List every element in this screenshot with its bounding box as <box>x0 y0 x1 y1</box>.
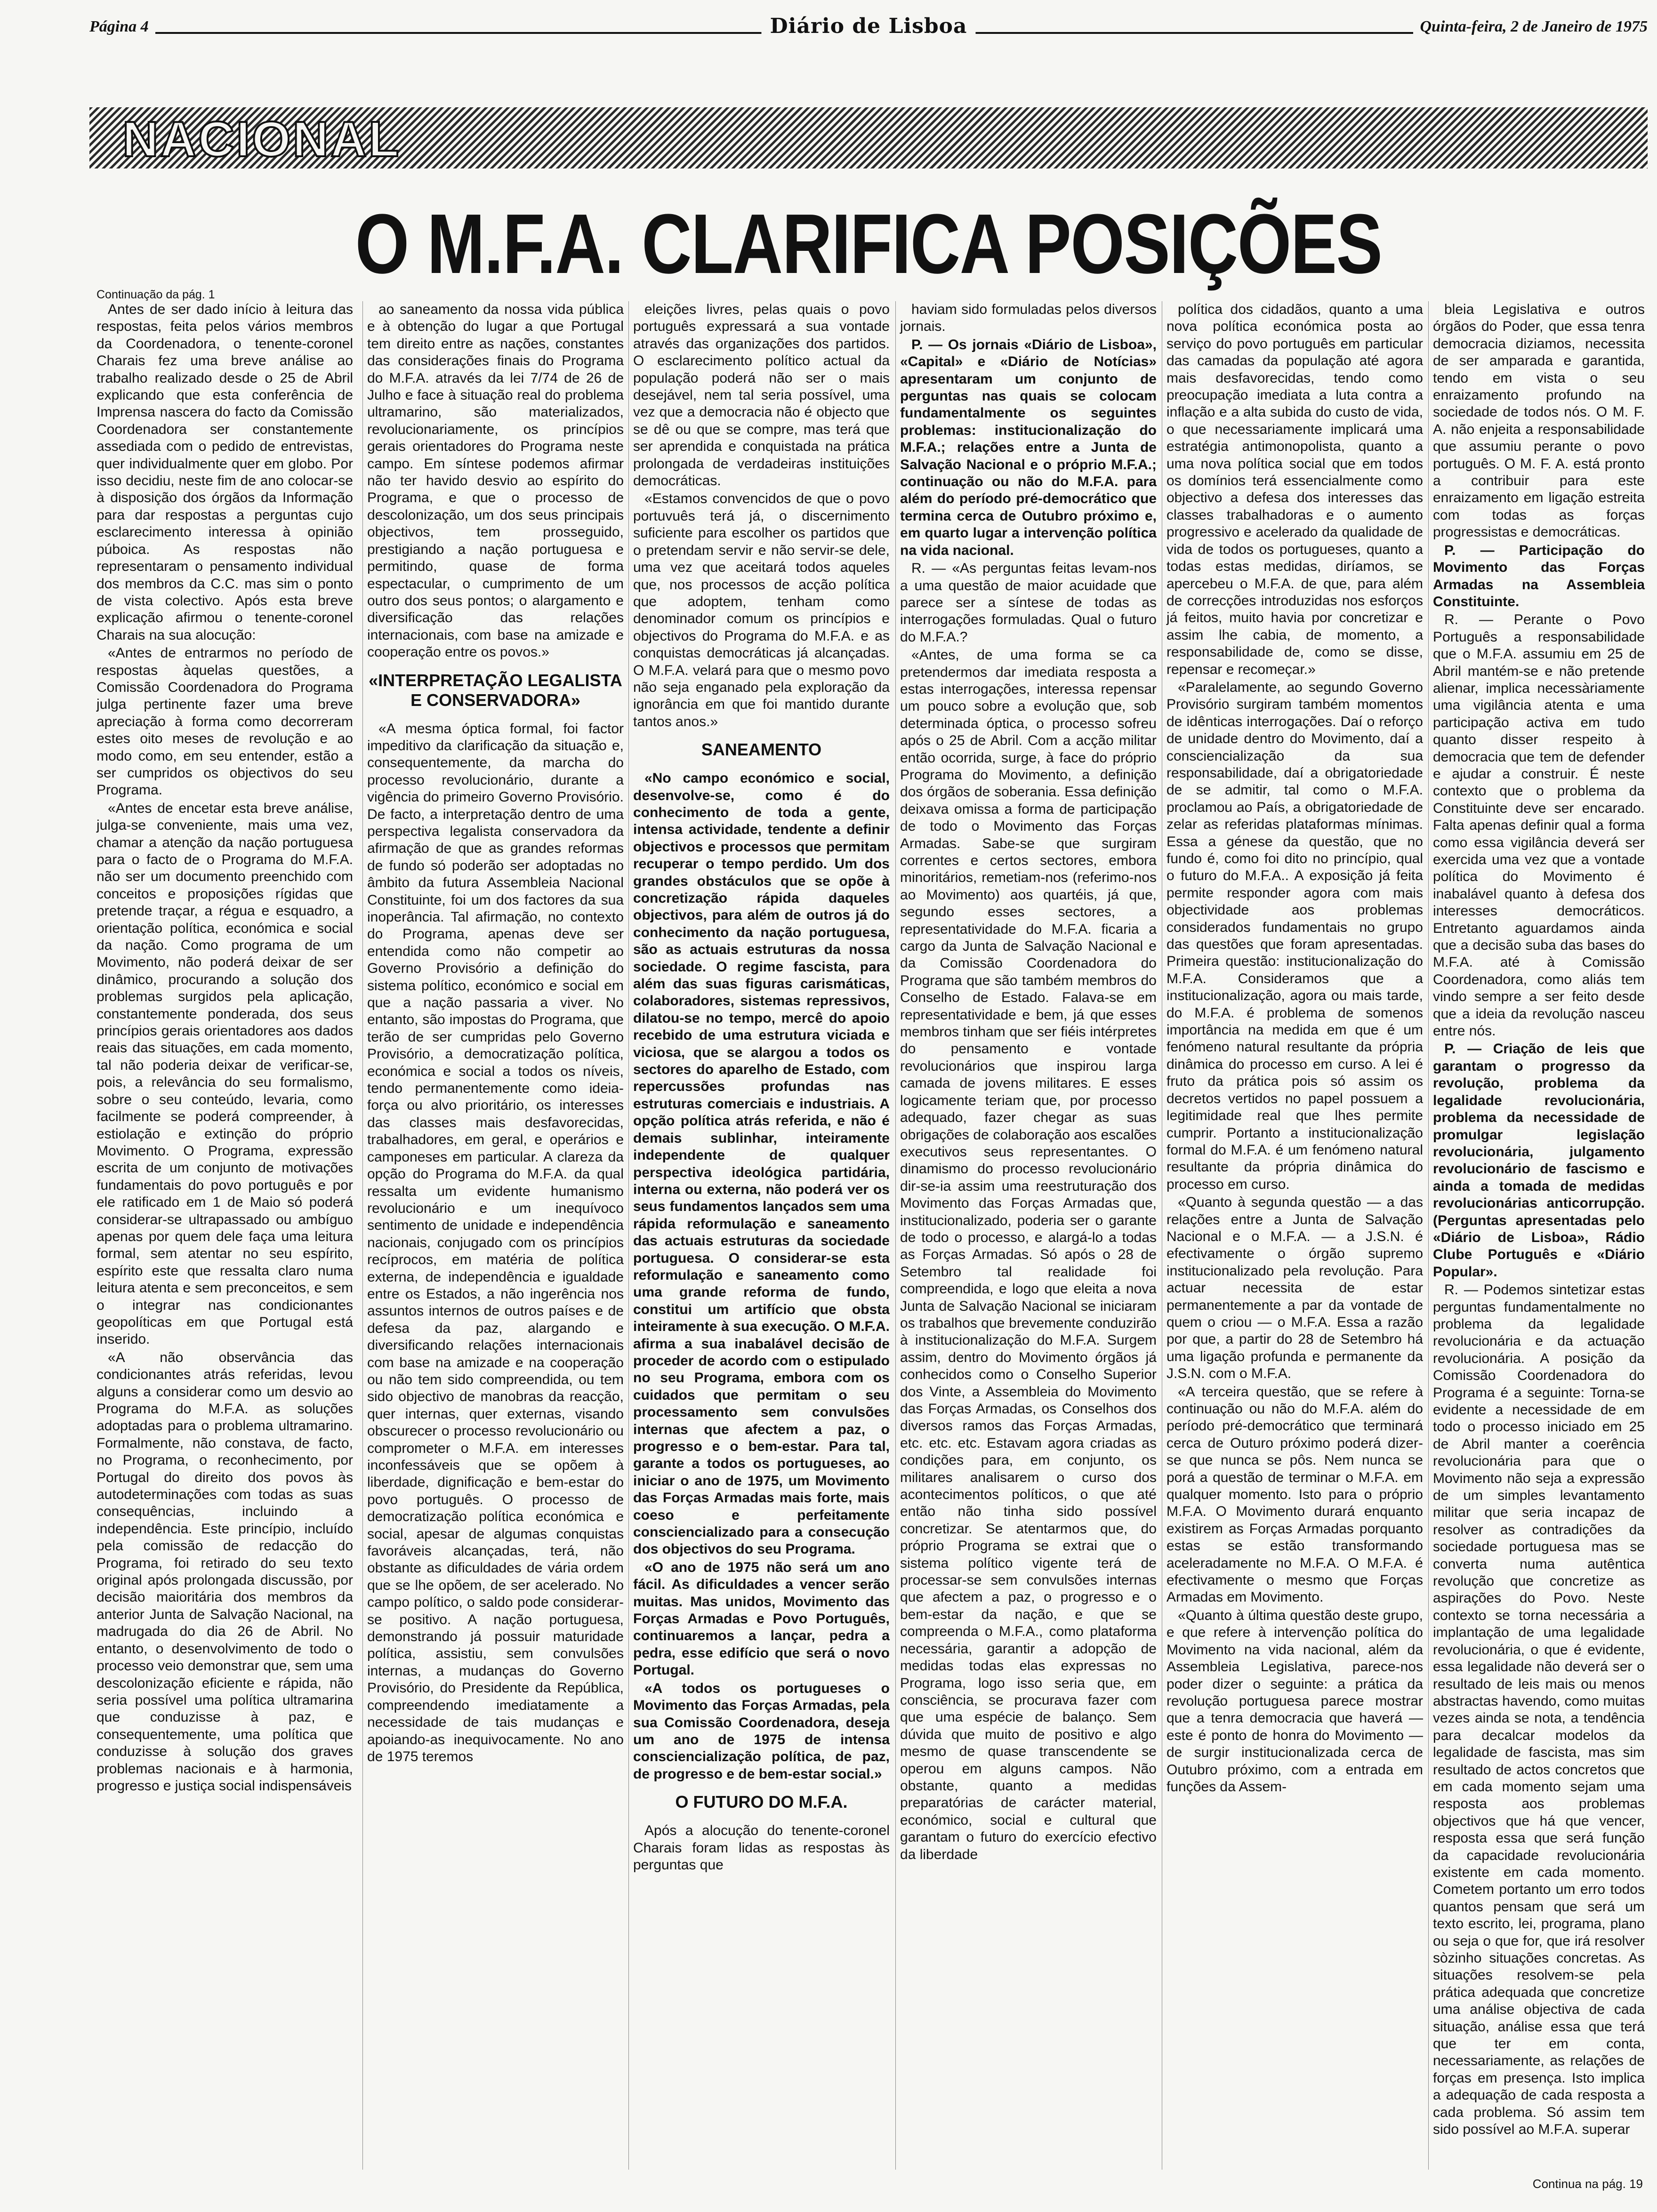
column-1 <box>97 301 353 1795</box>
continued-from: Continuação da pág. 1 <box>97 288 215 301</box>
page-header <box>89 9 1648 54</box>
column-4 <box>900 301 1157 1863</box>
masthead: Diário de Lisboa <box>761 14 975 38</box>
paragraph: Após a alocução do tenente-coronel Charais foram lidas as respostas às perguntas que <box>633 1823 890 1873</box>
column-6 <box>1433 301 1645 2138</box>
paragraph: «A não observância das condicionantes atrás referidas, levou alguns a considerar como um desvio ao Programa do M.F.A. as soluções adoptadas para o problema ultramarino. Formalmente, não constava, de facto, no Programa, o reconhecimento, por Portugal do direito dos povos às autodeterminações com todas as suas consequências, incluindo a independência. Este princípio, incluído pela comissão de redacção do Programa, foi retirado do seu texto original após prolongada discussão, por decisão maioritária dos membros da anterior Junta de Salvação Nacional, na madrugada do dia 26 de Abril. No entanto, o desenvolvimento de todo o processo veio demonstrar que, sem uma descolonização eficiente e rápida, não seria possível uma política ultramarina que conduzisse à paz, e consequentemente, uma política que conduzisse à solução dos graves problemas nacionais e à harmonia, progresso e justiça social indispensáveis <box>97 1349 353 1794</box>
paragraph: «Quanto à segunda questão — a das relações entre a Junta de Salvação Nacional e o M.F.A. — a J.S.N. é efectivamente o órgão supremo institucionalizado pela revolução. Para actuar necessita de estar permanentemente a par da vontade de quem o criou — o M.F.A. Essa a razão por que, a partir do 28 de Setembro há uma ligação profunda e permanente da J.S.N. com o M.F.A. <box>1166 1194 1423 1382</box>
question: P. — Os jornais «Diário de Lisboa», «Capital» e «Diário de Notícias» apresentaram um conjunto de perguntas nas quais se colocam fundamentalmente os seguintes problemas: institucionalização do M.F.A.; relações entre a Junta de Salvação Nacional e o próprio M.F.A.; continuação ou não do M.F.A. para além do período pré-democrático que termina cerca de Outubro próximo e, em quarto lugar a intervenção política na vida nacional. <box>900 337 1157 558</box>
subheading: SANEAMENTO <box>701 740 822 760</box>
paragraph: bleia Legislativa e outros órgãos do Poder, que essa tenra democracia diziamos, necessita de ser amparada e garantida, tendo em vista o seu enraizamento profundo na sociedade de todos nós. O M. F. A. não enjeita a responsabilidade que assumiu perante o povo português. O M. F. A. está pronto a contribuir para este enraizamento em ligação estreita com todas as forças progressistas e democráticas. <box>1433 302 1645 540</box>
paragraph: «Antes, de uma forma se ca pretendermos dar imediata resposta a estas interrogações, interessa repensar um pouco sobre a evolução que, sob determinada óptica, o processo sofreu após o 25 de Abril. Com a acção militar então ocorrida, surge, à face do próprio Programa do Movimento, a definição dos órgãos de soberania. Essa definição deixava omissa a forma de participação de todo o Movimento das Forças Armadas. Sabe-se que surgiram correntes e certos sectores, embora minoritários, remetiam-nos (referimo-nos ao Movimento) aos quartéis, já que, segundo esses sectores, a representatividade do M.F.A. ficaria a cargo da Junta de Salvação Nacional e da Comissão Coordenadora do Programa que são também membros do Conselho de Estado. Falava-se em representatividade e bem, já que esses membros tinham que ser fiéis intérpretes do pensamento e vontade revolucionários que inspirou larga camada de jovens militares. E esses logicamente teriam que, por processo adequado, fazer chegar as suas obrigações de colaboração aos escalões executivos seus representantes. O dinamismo do processo revolucionário dir-se-ia assim uma reestruturação dos Movimento das Forças Armadas que, institucionalizado, poderia ser o garante de todo o processo, e alargá-lo a todas as Forças Armadas. Só após o 28 de Setembro tal realidade foi compreendida, e logo que eleita a nova Junta de Salvação Nacional se iniciaram os trabalhos que brevemente conduzirão à institucionalização do M.F.A. Surgem assim, dentro do Movimento órgãos já conhecidos como o Conselho Superior dos Vinte, a Assembleia do Movimento das Forças Armadas, os Conselhos dos diversos ramos das Forças Armadas, etc. etc. etc. Estavam agora criadas as condições para, em conjunto, os militares analisarem o curso dos acontecimentos políticos, o que até então não tinha sido possível concretizar. Se atentarmos que, do próprio Programa se extrai que o sistema político vigente terá de processar-se sem convulsões internas que afectem a paz, o progresso e o bem-estar da nação, e que se compreenda o M.F.A., como plataforma necessária, garantir a adopção de medidas todas elas expressas no Programa, logo isso seria que, em consciência, se procurava fazer com que uma espécie de balanço. Sem dúvida que muito de positivo e algo mesmo de quase transcendente se operou em alguns campos. Não obstante, quanto a medidas preparatórias de carácter material, económico, social e cultural que garantam o futuro do exercício efectivo da liberdade <box>900 647 1157 1862</box>
paragraph: política dos cidadãos, quanto a uma nova política económica posta ao serviço do povo português em particular das camadas da população até agora mais desfavorecidas, tendo como preocupação imediata a luta contra a inflação e a alta subida do custo de vida, o que necessariamente implicará uma estratégia antimonopolista, quanto a uma nova política social que em todos os domínios terá essencialmente como objectivo a defesa dos interesses das classes trabalhadoras e o aumento progressivo e acelerado da qualidade de vida de todos os portugueses, quanto a todas estas medidas, diríamos, se apercebeu o M.F.A. de que, para além de correcções introduzidas nos esforços já feitos, muito havia por concretizar e assim lhe cabia, de momento, a responsabilidade de, como se disse, repensar e recomeçar.» <box>1166 302 1423 677</box>
paragraph: «Paralelamente, ao segundo Governo Provisório surgiram também momentos de idênticas interrogações. Daí o reforço de unidade dentro do Movimento, daí a consciencialização da sua responsabilidade, daí a obrigatoriedade de se admitir, tal como o M.F.A. proclamou ao País, a obrigatoriedade de zelar as referidas plataformas mínimas. Essa a génese da questão, que no fundo é, como foi dito no princípio, qual o futuro do M.F.A.. A exposição já feita permite responder agora com mais objectividade aos problemas considerados fundamentais no grupo das questões que foram apresentadas. Primeira questão: institucionalização do M.F.A. Consideramos que a institucionalização, agora ou mais tarde, do M.F.A. é problema de somenos importância na medida em que é um fenómeno natural resultante da própria dinâmica do processo em curso. A lei é fruto da prática pois só assim os decretos vertidos no papel possuem a legitimidade real que lhes permite cumprir. Portanto a institucionalização formal do M.F.A. é um fenómeno natural resultante da própria dinâmica do processo em curso. <box>1166 679 1423 1192</box>
headline: O M.F.A. CLARIFICA POSIÇÕES <box>355 197 1382 291</box>
column-2 <box>367 301 624 1765</box>
column-3 <box>633 301 890 1874</box>
section-banner <box>89 107 1648 168</box>
page-number: Página 4 <box>89 18 155 36</box>
answer: R. — «As perguntas feitas levam-nos a uma questão de maior acuidade que parece ser a síntese de todas as interrogações formuladas. Qual o futuro do M.F.A.? <box>900 561 1157 645</box>
section-label: NACIONAL <box>122 112 401 167</box>
column-divider <box>362 301 363 2170</box>
question: P. — Participação do Movimento das Forças Armadas na Assembleia Constituinte. <box>1433 542 1645 609</box>
paragraph: «Antes de entrarmos no período de respostas àquelas questões, a Comissão Coordenadora do Programa julga pertinente fazer uma breve apreciação à forma como decorreram estes oito meses de revolução e ao modo como, em seu entender, estão a ser cumpridos os objectivos do seu Programa. <box>97 645 353 798</box>
paragraph: «Antes de encetar esta breve análise, julga-se conveniente, mais uma vez, chamar a atenção da nação portuguesa para o facto de o Programa do M.F.A. não ser um documento preenchido com conceitos e proposições rígidas que pretende traçar, a régua e esquadro, a orientação política, económica e social da nação. Como programa de um Movimento, não poderá deixar de ser dinâmico, procurando a solução dos problemas surgidos pela aplicação, constantemente ponderada, dos seus princípios gerais orientadores aos dados reais das situações, em cada momento, tal não poderia deixar de verificar-se, pois, a relevância do seu formalismo, sobre o seu conteúdo, levaria, como facilmente se poderá compreender, à estiolação e extinção do próprio Movimento. O Programa, expressão escrita de um conjunto de motivações fundamentais do povo português e por ele ratificado em 1 de Maio só poderá considerar-se ultrapassado ou ambíguo apenas por quem dele faça uma leitura formal, sem atentar no seu espírito, espírito este que ressalta claro numa leitura atenta e sem preconceitos, e sem o integrar nas condicionantes geopolíticas em que Portugal está inserido. <box>97 800 353 1347</box>
question: P. — Criação de leis que garantam o progresso da revolução, problema da legalidade revolucionária, problema da necessidade de promulgar legislação revolucionária, julgamento revolucionário de fascismo e ainda a tomada de medidas revolucionárias anticorrupção. (Perguntas apresentadas pelo «Diário de Lisboa», Rádio Clube Português e «Diário Popular». <box>1433 1041 1645 1280</box>
paragraph: «Estamos convencidos de que o povo portuvuês terá já, o discernimento suficiente para escolher os partidos que o pretendam servir e não servir-se dele, uma vez que aceitará todos aqueles que, nos processos de acção política que adoptem, tenham como denominador comum os princípios e objectivos do Programa do M.F.A. e as conquistas democráticas já alcançadas. O M.F.A. velará para que o mesmo povo não seja enganado pela exploração da ignorância em que foi mantido durante tantos anos.» <box>633 491 890 729</box>
continued-to: Continua na pág. 19 <box>1532 2177 1643 2191</box>
column-divider <box>1428 301 1429 2170</box>
paragraph: «No campo económico e social, desenvolve-se, como é do conhecimento de toda a gente, intensa actividade, tendente a definir objectivos e processos que permitam recuperar o tempo perdido. Um dos grandes obstáculos que se opõe à concretização rápida daqueles objectivos, para além de outros já do conhecimento da nação portuguesa, são as actuais estruturas da nossa sociedade. O regime fascista, para além das suas figuras carismáticas, colaboradores, sistemas repressivos, dilatou-se no tempo, mercê do apoio recebido de uma estrutura viciada e viciosa, que se alargou a todos os sectores do aparelho de Estado, com repercussões profundas nas estruturas comerciais e industriais. A opção política atrás referida, e não é demais sublinhar, inteiramente independente de qualquer perspectiva ideológica partidária, interna ou externa, não poderá ver os seus fundamentos lançados sem uma rápida reformulação e saneamento das actuais estruturas da sociedade portuguesa. O considerar-se esta reformulação e saneamento como uma grande reforma de fundo, constitui um artifício que obsta inteiramente à sua execução. O M.F.A. afirma a sua inabalável decisão de proceder de acordo com o estipulado no seu Programa, embora com os cuidados que permitam o seu processamento sem convulsões internas que afectem a paz, o progresso e o bem-estar. Para tal, garante a todos os portugueses, ao iniciar o ano de 1975, um Movimento das Forças Armadas mais forte, mais coeso e perfeitamente consciencializado para a consecução dos objectivos do seu Programa. <box>633 770 890 1557</box>
column-divider <box>628 301 629 2170</box>
paragraph: haviam sido formuladas pelos diversos jornais. <box>900 302 1157 335</box>
paragraph: Antes de ser dado início à leitura das respostas, feita pelos vários membros da Coordenadora, o tenente-coronel Charais fez uma breve análise ao trabalho realizado desde o 25 de Abril explicando que esta conferência de Imprensa nascera do facto da Comissão Coordenadora ser constantemente assediada com o pedido de entrevistas, quer individualmente quer em globo. Por isso decidiu, neste fim de ano colocar-se à disposição dos órgãos da Informação para dar respostas a perguntas cujo esclarecimento interessa à opinião púboica. As respostas não representaram o pensamento individual dos membros da C.C. mas sim o ponto de vista colectivo. Após esta breve explicação afirmou o tenente-coronel Charais na sua alocução: <box>97 302 353 643</box>
paragraph: «A mesma óptica formal, foi factor impeditivo da clarificação da situação e, consequentemente, da marcha do processo revolucionário, durante a vigência do primeiro Governo Provisório. De facto, a interpretação dentro de uma perspectiva legalista conservadora da afirmação de que as grandes reformas de fundo só poderão ser adoptadas no âmbito da futura Assembleia Nacional Constituinte, foi um dos factores da sua inoperância. Tal afirmação, no contexto do Programa, apenas deve ser entendida como não competir ao Governo Provisório a definição do sistema político, económico e social em que a nação passaria a viver. No entanto, são impostas do Programa, que terão de ser cumpridas pelo Governo Provisório, a democratização política, económica e social a todos os níveis, tendo permanentemente como ideia-força ou alvo prioritário, os interesses das classes mais desfavorecidas, trabalhadores, em geral, e operários e camponeses em particular. A clareza da opção do Programa do M.F.A. da qual ressalta um evidente humanismo revolucionário e um inequívoco sentimento de unidade e independência nacionais, conjugado com os princípios recíprocos, em matéria de política externa, de independência e igualdade entre os Estados, a não ingerência nos assuntos internos de outros países e de defesa da paz, alargando e diversificando relações internacionais com base na amizade e na cooperação ou não tem sido compreendida, ou tem sido objectivo de manobras da reacção, quer internas, quer externas, visando obscurecer o processo revolucionário ou comprometer o M.F.A. em interesses inconfessáveis que se opõem à liberdade, dignificação e bem-estar do povo português. O processo de democratização política económica e social, apesar de algumas conquistas favoráveis alcançadas, terá, não obstante as dificuldades de vária ordem que se lhe opõem, de ser acelerado. No campo político, o saldo pode considerar-se positivo. A nação portuguesa, demonstrando já possuir maturidade política, assistiu, sem convulsões internas, a mudanças do Governo Provisório, do Presidente da República, compreendendo imediatamente a necessidade de tais mudanças e apoiando-as inequivocamente. No ano de 1975 teremos <box>367 721 624 1764</box>
paragraph: ao saneamento da nossa vida pública e à obtenção do lugar a que Portugal tem direito entre as nações, constantes das considerações finais do Programa do M.F.A. através da lei 7/74 de 26 de Julho e face à situação real do problema ultramarino, são materializados, revolucionariamente, os princípios gerais orientadores do Programa neste campo. Em síntese podemos afirmar não ter havido desvio ao espírito do Programa, e que o processo de descolonização, um dos seus principais objectivos, tem prosseguido, prestigiando a nação portuguesa e permitindo, quase de forma espectacular, o cumprimento de um outro dos seus pontos; o alargamento e diversificação das relações internacionais, com base na amizade e cooperação entre os povos.» <box>367 302 624 660</box>
subheading: O FUTURO DO M.F.A. <box>675 1792 848 1812</box>
paragraph: «A todos os portugueses o Movimento das Forças Armadas, pela sua Comissão Coordenadora, deseja um ano de 1975 de intensa consciencialização política, de paz, de progresso e de bem-estar social.» <box>633 1680 890 1782</box>
paragraph: eleições livres, pelas quais o povo português expressará a sua vontade através das organizações dos partidos. O esclarecimento político actual da população poderá não ser o mais desejável, nem tal seria possível, uma vez que a democracia não é objecto que se dê ou que se compre, mas terá que ser aprendida e conquistada na prática prolongada de verdadeiras instituições democráticas. <box>633 302 890 489</box>
subheading: «INTERPRETAÇÃO LEGALISTA E CONSERVADORA» <box>369 670 622 710</box>
column-5 <box>1166 301 1423 1795</box>
answer: R. — Podemos sintetizar estas perguntas fundamentalmente no problema da legalidade revolucionária e da actuação revolucionária. A posição da Comissão Coordenadora do Programa é a seguinte: Torna-se evidente a necessidade de em todo o processo iniciado em 25 de Abril manter a coerência revolucionária para que o Movimento não seja a expressão de um simples levantamento militar que seria incapaz de resolver as contradições da sociedade portuguesa mas se converta numa autêntica revolução que concretize as aspirações do Povo. Neste contexto se torna necessária a implantação de uma legalidade revolucionária, o que é evidente, essa legalidade não deverá ser o resultado de leis mais ou menos abstractas havendo, como muitas vezes ainda se nota, a tendência para decalcar modelos da legalidade de fascista, mas sim resultado de actos concretos que em cada momento sejam uma resposta aos problemas objectivos que há que vencer, resposta essa que será função da capacidade revolucionária existente em cada momento. Cometem portanto um erro todos quantos pensam que será um texto escrito, lei, programa, plano ou seja o que for, que irá resolver sòzinho situações concretas. As situações resolvem-se pela prática adequada que concretize uma análise objectiva de cada situação, análise essa que terá que ter em conta, necessariamente, as relações de forças em presença. Isto implica a adequação de cada resposta a cada problema. Só assim tem sido possível ao M.F.A. superar <box>1433 1282 1645 2138</box>
paragraph: «O ano de 1975 não será um ano fácil. As dificuldades a vencer serão muitas. Mas unidos, Movimento das Forças Armadas e Povo Português, continuaremos a lançar, pedra a pedra, esse edifício que será o novo Portugal. <box>633 1559 890 1678</box>
column-divider <box>895 301 896 2170</box>
answer: R. — Perante o Povo Português a responsabilidade que o M.F.A. assumiu em 25 de Abril mantém-se e não pretende alienar, implica necessàriamente uma vigilância atenta e uma participação activa em tudo quanto disser respeito à democracia que tem de defender e ajudar a construir. É neste contexto que o problema da Constituinte deve ser encarado. Falta apenas definir qual a forma como essa vigilância deverá ser exercida uma vez que a vontade política do Movimento é inabalável quanto à defesa dos interesses democráticos. Entretanto aguardamos ainda que a decisão suba das bases do M.F.A. até à Comissão Coordenadora, como aliás tem vindo sempre a ser feito desde que a ideia da revolução nasceu entre nós. <box>1433 612 1645 1039</box>
issue-date: Quinta-feira, 2 de Janeiro de 1975 <box>1413 18 1648 36</box>
paragraph: «Quanto à última questão deste grupo, e que refere à intervenção política do Movimento na vida nacional, além da Assembleia Legislativa, parece-nos poder dizer o seguinte: a prática da revolução portuguesa parece mostrar que a tenra democracia que haverá — este é ponto de honra do Movimento — de surgir institucionalizada cerca de Outubro próximo, com a entrada em funções da Assem- <box>1166 1607 1423 1795</box>
paragraph: «A terceira questão, que se refere à continuação ou não do M.F.A. além do período pré-democrático que terminará cerca de Outuro próximo poderá dizer-se que nunca se pôs. Nem nunca se porá a questão de terminar o M.F.A. em qualquer momento. Isto para o próprio M.F.A. O Movimento durará enquanto existirem as Forças Armadas porquanto estas se estão transformando aceleradamente no M.F.A. O M.F.A. é efectivamente o mesmo que Forças Armadas em Movimento. <box>1166 1384 1423 1605</box>
